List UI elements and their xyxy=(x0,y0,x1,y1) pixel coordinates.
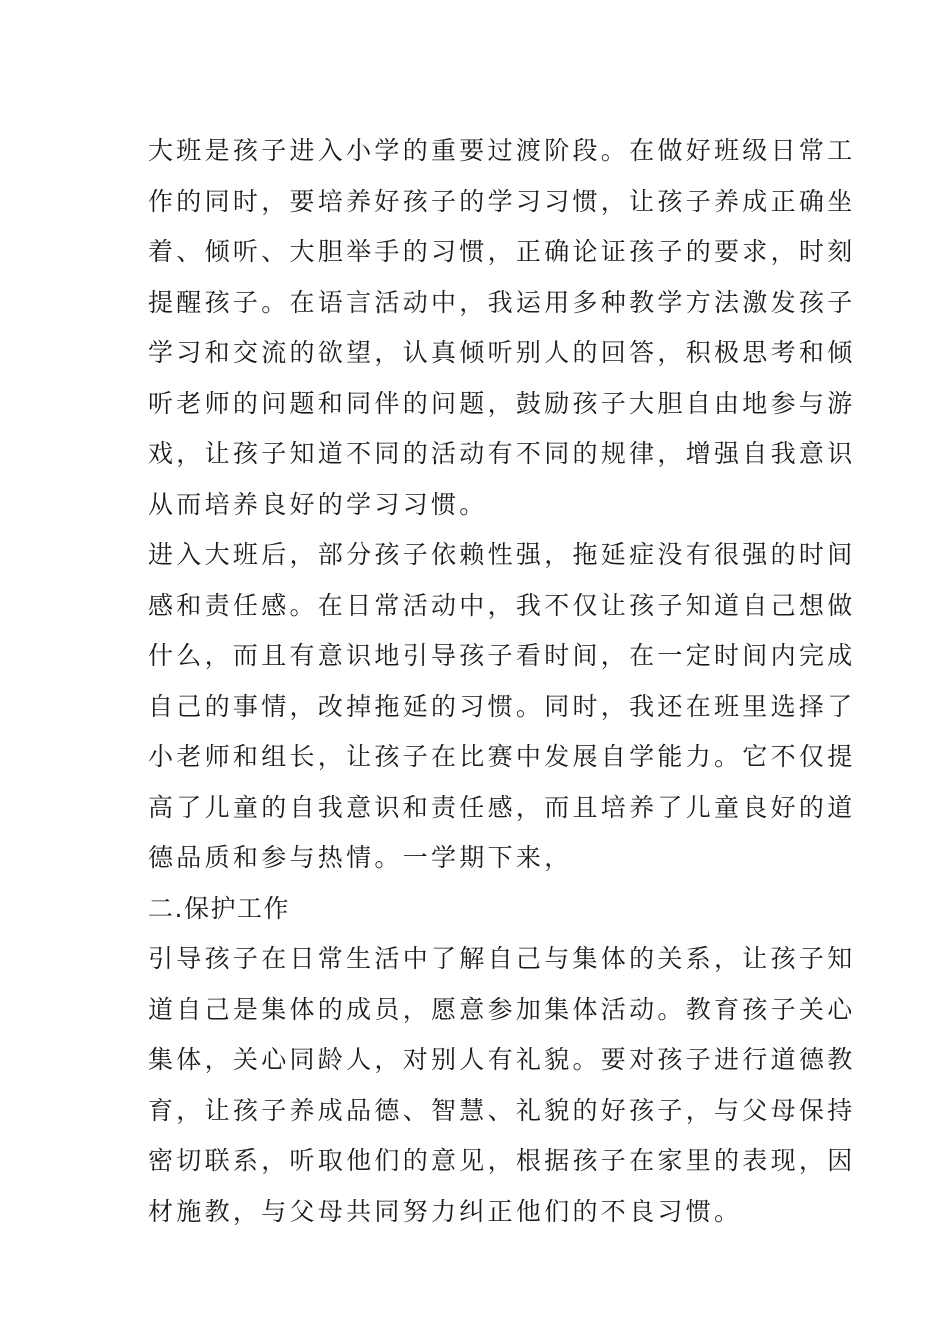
text-line: 提醒孩子。在语言活动中，我运用多种教学方法激发孩子 xyxy=(148,287,856,317)
text-line: 密切联系，听取他们的意见，根据孩子在家里的表现，因 xyxy=(148,1146,856,1175)
section-heading xyxy=(148,884,808,935)
document-body xyxy=(148,126,856,1237)
text-line: 戏，让孩子知道不同的活动有不同的规律，增强自我意识 xyxy=(148,439,856,468)
text-line: 育，让孩子养成品德、智慧、礼貌的好孩子，与父母保持 xyxy=(148,1095,856,1125)
text-line: 材施教，与父母共同努力纠正他们的不良习惯。 xyxy=(148,1196,743,1226)
text-line: 听老师的问题和同伴的问题，鼓励孩子大胆自由地参与游 xyxy=(148,388,856,418)
paragraph-2 xyxy=(148,530,856,884)
text-line: 高了儿童的自我意识和责任感，而且培养了儿童良好的道 xyxy=(148,792,856,822)
text-line: 从而培养良好的学习习惯。 xyxy=(148,489,488,519)
text-line: 进入大班后，部分孩子依赖性强，拖延症没有很强的时间 xyxy=(148,540,856,569)
section-heading-text: 二.保护工作 xyxy=(148,893,290,923)
text-line: 引导孩子在日常生活中了解自己与集体的关系，让孩子知 xyxy=(148,944,856,973)
text-line: 作的同时，要培养好孩子的学习习惯，让孩子养成正确坐 xyxy=(148,186,856,216)
text-line: 自己的事情，改掉拖延的习惯。同时，我还在班里选择了 xyxy=(148,691,856,721)
text-line: 德品质和参与热情。一学期下来， xyxy=(148,843,573,872)
text-line: 道自己是集体的成员，愿意参加集体活动。教育孩子关心 xyxy=(148,994,856,1024)
paragraph-1 xyxy=(148,126,856,530)
text-line: 学习和交流的欲望，认真倾听别人的回答，积极思考和倾 xyxy=(148,338,856,367)
paragraph-3 xyxy=(148,934,856,1237)
text-line: 感和责任感。在日常活动中，我不仅让孩子知道自己想做 xyxy=(148,590,856,620)
text-line: 大班是孩子进入小学的重要过渡阶段。在做好班级日常工 xyxy=(148,136,856,165)
text-line: 什么，而且有意识地引导孩子看时间，在一定时间内完成 xyxy=(148,641,856,670)
text-line: 集体，关心同龄人，对别人有礼貌。要对孩子进行道德教 xyxy=(148,1045,856,1074)
text-line: 着、倾听、大胆举手的习惯，正确论证孩子的要求，时刻 xyxy=(148,237,856,266)
text-line: 小老师和组长，让孩子在比赛中发展自学能力。它不仅提 xyxy=(148,742,856,771)
